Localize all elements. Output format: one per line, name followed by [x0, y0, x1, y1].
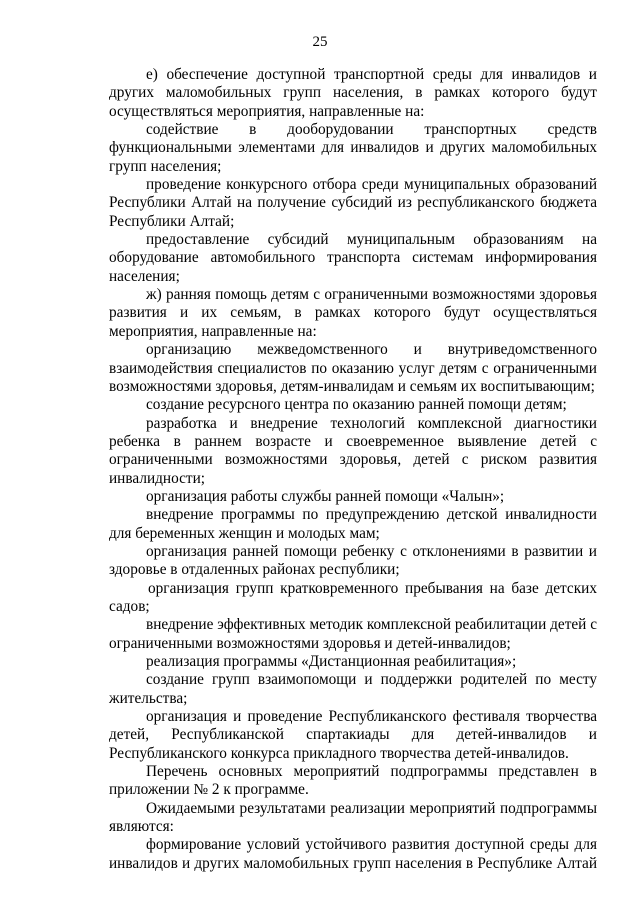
text-line: возможностями здоровья, детям-инвалидам и семьям их воспитывающим;: [109, 377, 595, 395]
text-line: проведение конкурсного отбора среди муниципальных образований: [146, 176, 597, 194]
paragraph-mutual-aid-groups: [109, 671, 597, 708]
text-line: внедрение эффективных методик комплексной реабилитации детей с: [146, 616, 597, 634]
text-line: инвалидов и других маломобильных групп населения в Республике Алтай: [109, 854, 597, 872]
text-line: ограниченными возможностями здоровья и детей-инвалидов;: [109, 634, 511, 652]
paragraph-activities-list: [109, 763, 597, 800]
text-line: организация работы службы ранней помощи «Чалын»;: [146, 487, 505, 505]
text-line: развития и их семьям, в рамках которого будут осуществляться: [109, 304, 597, 322]
text-line: Республики Алтай на получение субсидий из республиканского бюджета: [109, 194, 597, 212]
paragraph-interagency-cooperation: [109, 341, 597, 396]
text-line: осуществляться мероприятия, направленные на:: [109, 102, 425, 120]
text-line: содействие в дооборудовании транспортных средств: [146, 121, 597, 139]
paragraph-expected-results: [109, 800, 597, 837]
paragraph-transport-environment: [109, 66, 597, 121]
text-line: Республиканского конкурса прикладного творчества детей-инвалидов.: [109, 744, 569, 762]
page-number: 25: [312, 34, 328, 50]
text-line: жительства;: [109, 689, 188, 707]
paragraph-vehicle-equipment: [109, 121, 597, 176]
text-line: создание групп взаимопомощи и поддержки родителей по месту: [146, 671, 597, 689]
paragraph-early-help: [109, 286, 597, 341]
text-line: приложении № 2 к программе.: [109, 781, 309, 799]
text-line: реализация программы «Дистанционная реабилитация»;: [146, 653, 517, 670]
paragraph-festival: [109, 708, 597, 763]
text-line: е) обеспечение доступной транспортной среды для инвалидов и: [146, 66, 597, 83]
text-line: организация групп кратковременного пребывания на базе детских: [148, 579, 597, 597]
paragraph-competitive-selection: [109, 176, 597, 231]
text-line: оборудование автомобильного транспорта системам информирования: [109, 249, 597, 267]
text-line: инвалидности;: [109, 469, 206, 487]
text-line: садов;: [109, 597, 150, 615]
text-line: детей, Республиканской спартакиады для детей-инвалидов и: [109, 726, 597, 744]
text-line: организация ранней помощи ребенку с отклонениями в развитии и: [146, 542, 597, 560]
paragraph-rehabilitation-methods: [109, 616, 597, 653]
text-line: внедрение программы по предупреждению детской инвалидности: [146, 506, 597, 524]
paragraph-chalyn-service: [109, 488, 597, 506]
text-line: организация и проведение Республиканского фестиваля творчества: [146, 708, 597, 726]
paragraph-resource-center: [109, 396, 597, 414]
paragraph-diagnostics: [109, 415, 597, 488]
text-line: для беременных женщин и молодых мам;: [109, 524, 380, 542]
paragraph-subsidies: [109, 231, 597, 286]
text-line: разработка и внедрение технологий комплексной диагностики: [146, 414, 597, 432]
text-line: предоставление субсидий муниципальным образованиям на: [146, 231, 597, 249]
text-line: мероприятия, направленные на:: [109, 322, 317, 340]
paragraph-sustainable-development: [109, 836, 597, 873]
text-line: групп населения;: [109, 157, 222, 175]
text-line: других маломобильных групп населения, в рамках которого будут: [109, 84, 597, 102]
paragraph-remote-areas-help: [109, 543, 597, 580]
body-text: [109, 66, 597, 873]
text-line: Перечень основных мероприятий подпрограммы представлен в: [146, 763, 597, 781]
text-line: формирование условий устойчивого развития доступной среды для: [146, 836, 597, 854]
text-line: ребенка в раннем возрасте и своевременное выявление детей с: [109, 432, 597, 450]
paragraph-short-stay-groups: [109, 580, 597, 617]
paragraph-remote-rehabilitation: [109, 653, 597, 671]
text-line: создание ресурсного центра по оказанию ранней помощи детям;: [146, 396, 567, 414]
text-line: населения;: [109, 267, 180, 285]
text-line: ограниченными возможностями здоровья, детей с риском развития: [109, 451, 597, 469]
text-line: Республики Алтай;: [109, 212, 235, 230]
paragraph-prevention-program: [109, 506, 597, 543]
text-line: здоровье в отдаленных районах республики;: [109, 561, 400, 579]
text-line: являются:: [109, 818, 174, 836]
text-line: взаимодействия специалистов по оказанию услуг детям с ограниченными: [109, 359, 597, 377]
text-line: Ожидаемыми результатами реализации мероприятий подпрограммы: [146, 799, 597, 817]
text-line: организацию межведомственного и внутриведомственного: [146, 341, 597, 359]
text-line: ж) ранняя помощь детям с ограниченными возможностями здоровья: [146, 286, 597, 304]
text-line: функциональными элементами для инвалидов и других маломобильных: [109, 139, 597, 157]
